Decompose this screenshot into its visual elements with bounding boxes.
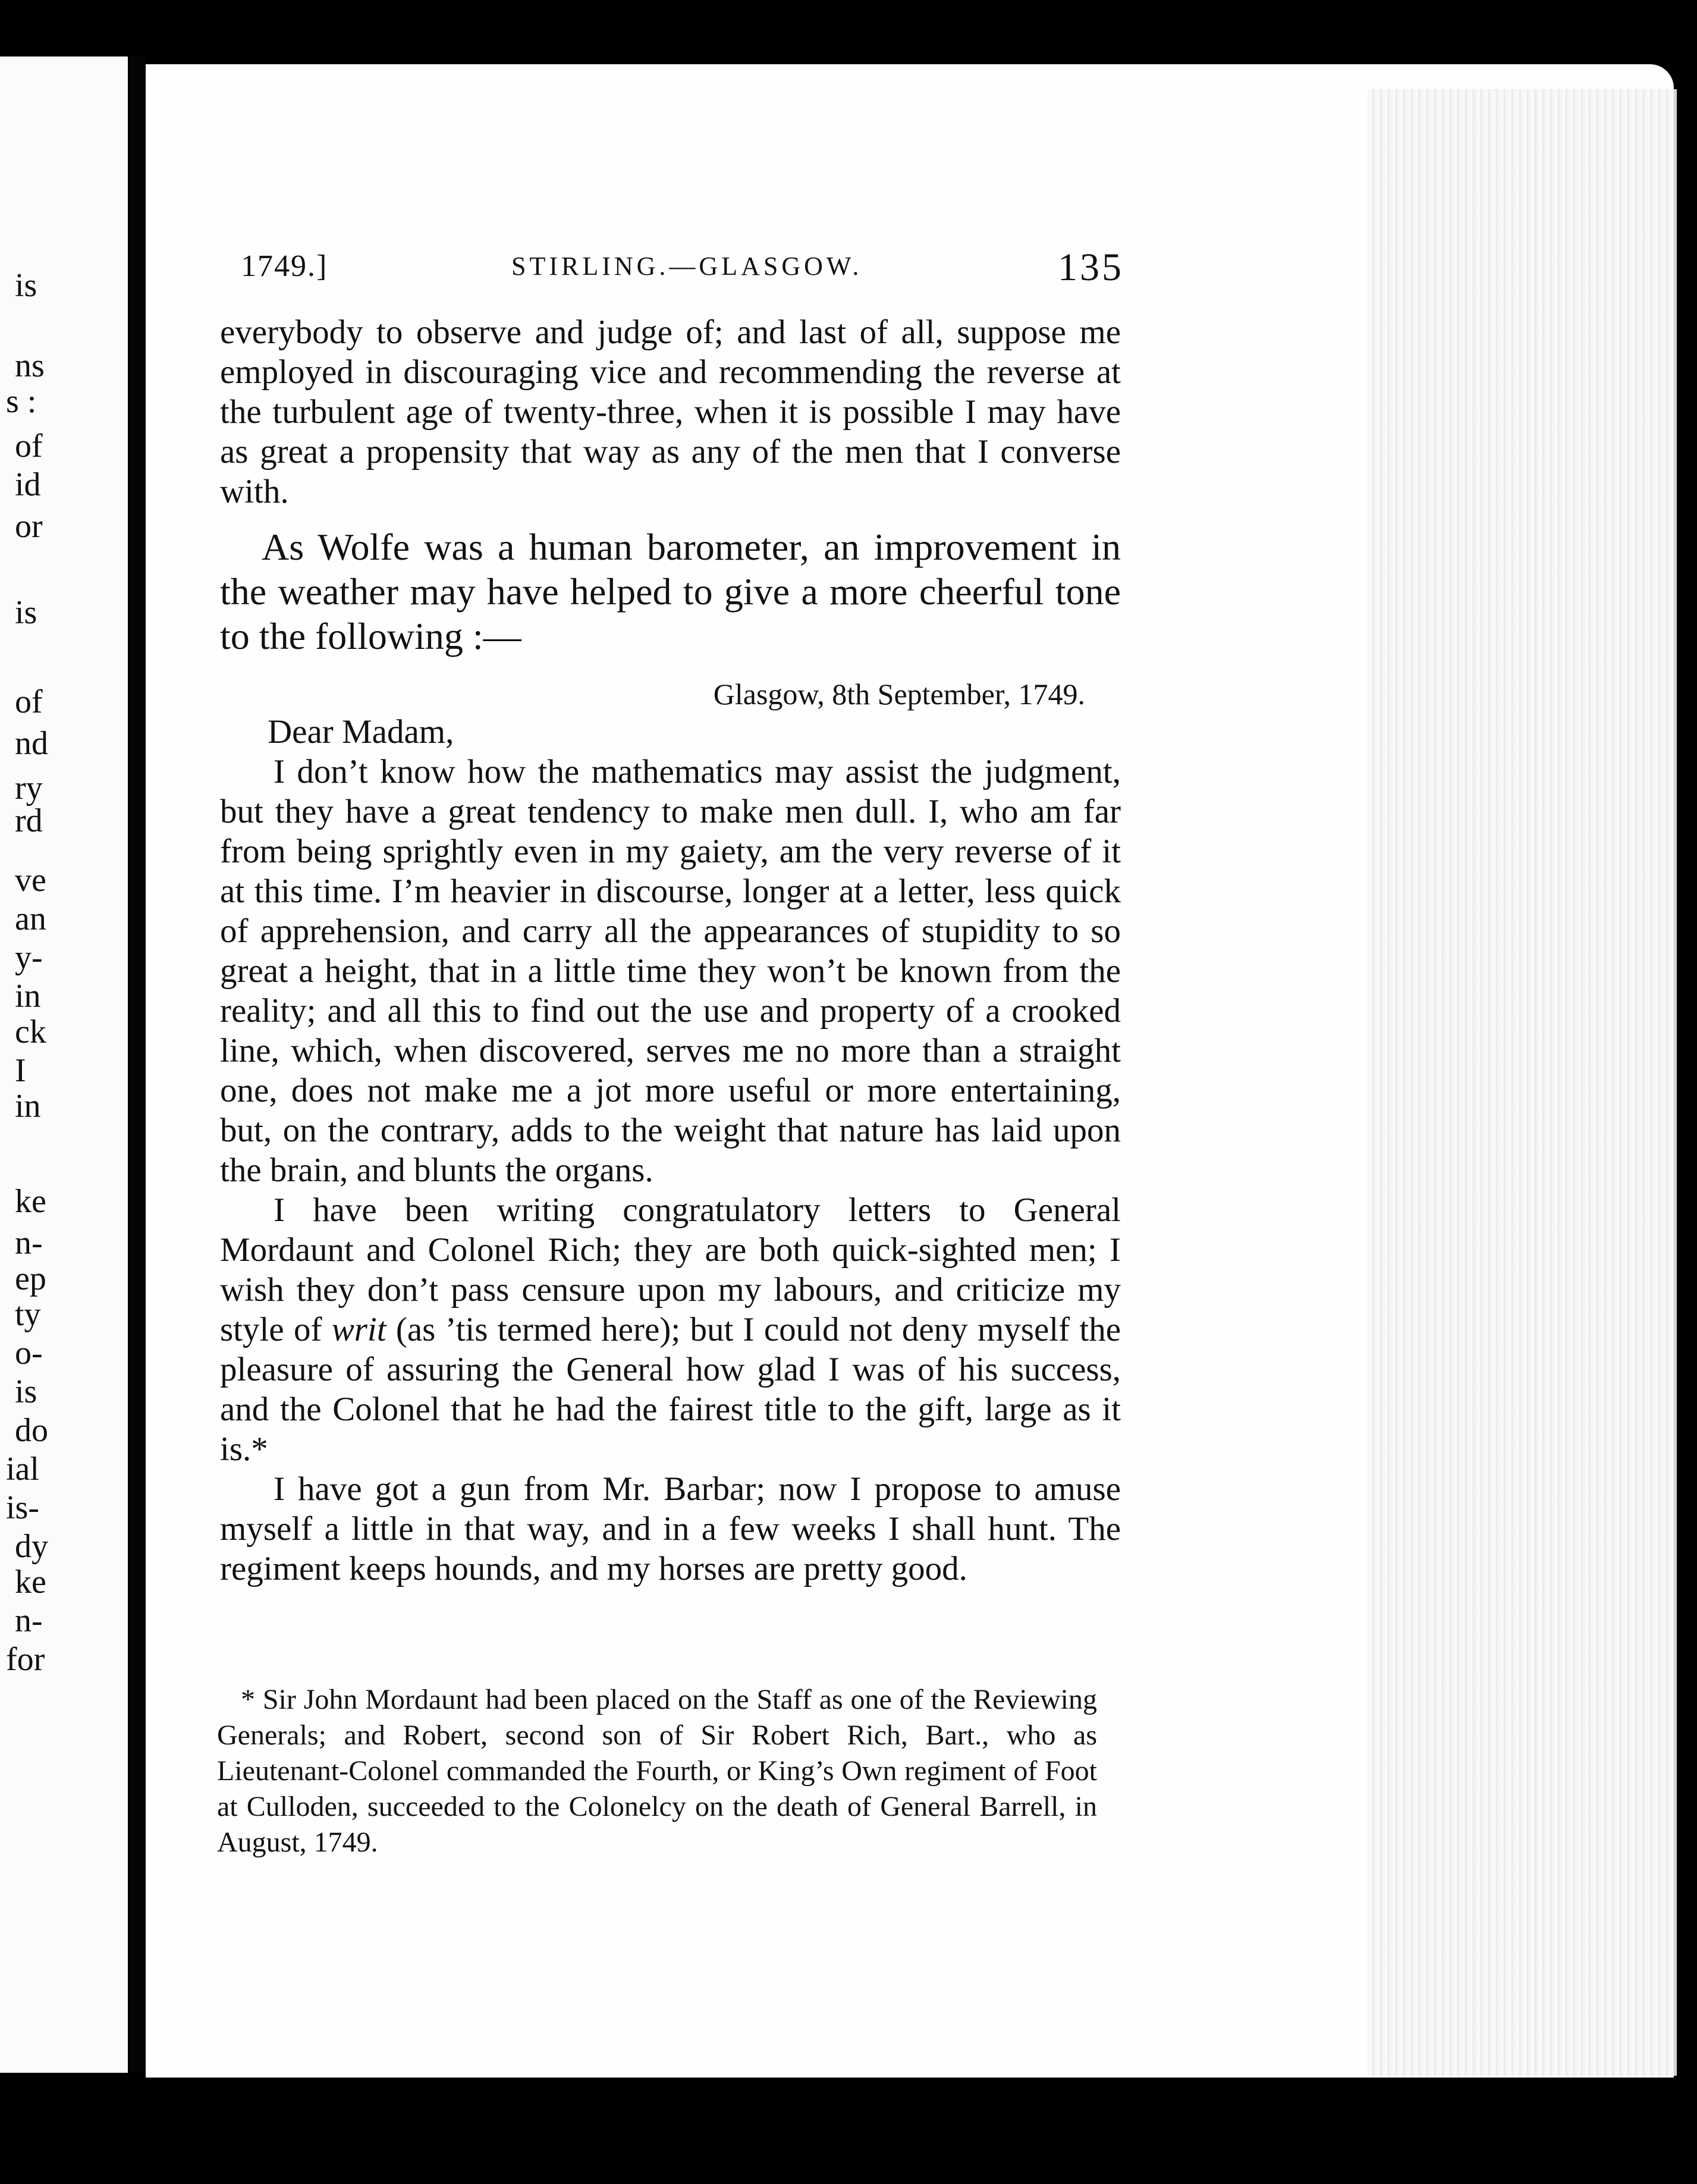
facing-page-fragment: dy: [15, 1528, 48, 1565]
running-header: [241, 246, 1124, 290]
letter-salutation: Dear Madam,: [268, 713, 454, 751]
facing-page-fragment: ry: [15, 770, 43, 807]
facing-page-fragment: I: [15, 1052, 26, 1089]
letter-dateline: Glasgow, 8th September, 1749.: [713, 677, 1085, 711]
facing-page-fragment: ep: [15, 1260, 46, 1297]
paragraph-2-text-a: I have been writing congratulatory letters to General Mordaunt and Colonel Rich; they are both quick-sighted men; I wish they don’t pass censure upon my labours, and criticize my style of: [220, 1191, 1121, 1348]
facing-page-fragment: o-: [15, 1335, 43, 1372]
facing-page-fragment: ck: [15, 1013, 46, 1050]
facing-page-fragment: n-: [15, 1602, 43, 1639]
facing-page-fragment: of: [15, 683, 43, 720]
intro-paragraph: As Wolfe was a human barometer, an improvement in the weather may have helped to give a more cheerful tone to the following :—: [220, 526, 1121, 657]
page-body: [220, 312, 1121, 1589]
facing-page-fragment: ty: [15, 1296, 41, 1333]
facing-page-fragment: is: [15, 594, 37, 631]
facing-page-fragment: ns: [15, 347, 45, 384]
facing-page-fragment: for: [6, 1641, 45, 1678]
facing-page-edge: [0, 57, 128, 2073]
facing-page-fragment: ial: [6, 1451, 39, 1488]
page-number: 135: [1058, 246, 1124, 289]
facing-page-fragment: s :: [6, 383, 37, 420]
facing-page-fragment: in: [15, 978, 41, 1015]
paragraph-2-italic-word: writ: [331, 1311, 386, 1348]
header-year: 1749.]: [241, 249, 328, 283]
facing-page-fragment: an: [15, 900, 46, 937]
book-gutter: [128, 57, 146, 2073]
facing-page-fragment: y-: [15, 939, 43, 976]
running-title: STIRLING.—GLASGOW.: [511, 252, 863, 281]
facing-page-fragment: n-: [15, 1225, 43, 1262]
facing-page-fragment: or: [15, 508, 43, 545]
facing-page-fragment: is: [15, 1373, 37, 1410]
facing-page-fragment: of: [15, 428, 43, 465]
facing-page-fragment: ke: [15, 1564, 46, 1601]
letter-paragraph-3: I have got a gun from Mr. Barbar; now I propose to amuse myself a little in that way, and in a few weeks I shall hunt. The regiment keeps hounds, and my horses are pretty good.: [220, 1470, 1121, 1587]
facing-page-fragment: rd: [15, 802, 43, 839]
paragraph-2-text-b: (as ’tis termed here); but I could not deny myself the pleasure of assuring the General how glad I was of his success, and the Colonel that he had the fairest title to the gift, large as it is.*: [220, 1311, 1121, 1468]
letter-paragraph-2: [220, 1190, 1121, 1469]
facing-page-fragment: ve: [15, 862, 46, 899]
facing-page-fragment: ke: [15, 1183, 46, 1220]
page-stack-edges: [1368, 89, 1677, 2076]
lead-paragraph: everybody to observe and judge of; and last of all, suppose me employed in discouraging vice and recommending the reverse at the turbulent age of twenty-three, when it is possible I may have as great a propensity that way as any of the men that I converse with.: [220, 313, 1121, 510]
facing-page-fragment: do: [15, 1412, 48, 1449]
facing-page-fragment: in: [15, 1088, 41, 1125]
facing-page-fragment: is-: [6, 1489, 39, 1526]
footnote: * Sir John Mordaunt had been placed on the Staff as one of the Reviewing Generals; and Robert, second son of Sir Robert Rich, Bart., who as Lieutenant-Colonel commanded the Fourth, or King’s Own regiment of Foot at Culloden, succeeded to the Colonelcy on the death of General Barrell, in August, 1749.: [217, 1684, 1097, 1858]
facing-page-fragment: id: [15, 466, 41, 503]
facing-page-fragment: nd: [15, 725, 48, 762]
letter-paragraph-1: I don’t know how the mathematics may assist the judgment, but they have a great tendency to make men dull. I, who am far from being sprightly even in my gaiety, am the very reverse of it at this time. I’m heavier in discourse, longer at a letter, less quick of apprehension, and carry all the appearances of stupidity to so great a height, that in a little time they won’t be known from the reality; and all this to find out the use and property of a crooked line, which, when discovered, serves me no more than a straight one, does not make me a jot more useful or more entertaining, but, on the contrary, adds to the weight that nature has laid upon the brain, and blunts the organs.: [220, 753, 1121, 1189]
facing-page-fragment: is: [15, 267, 37, 304]
